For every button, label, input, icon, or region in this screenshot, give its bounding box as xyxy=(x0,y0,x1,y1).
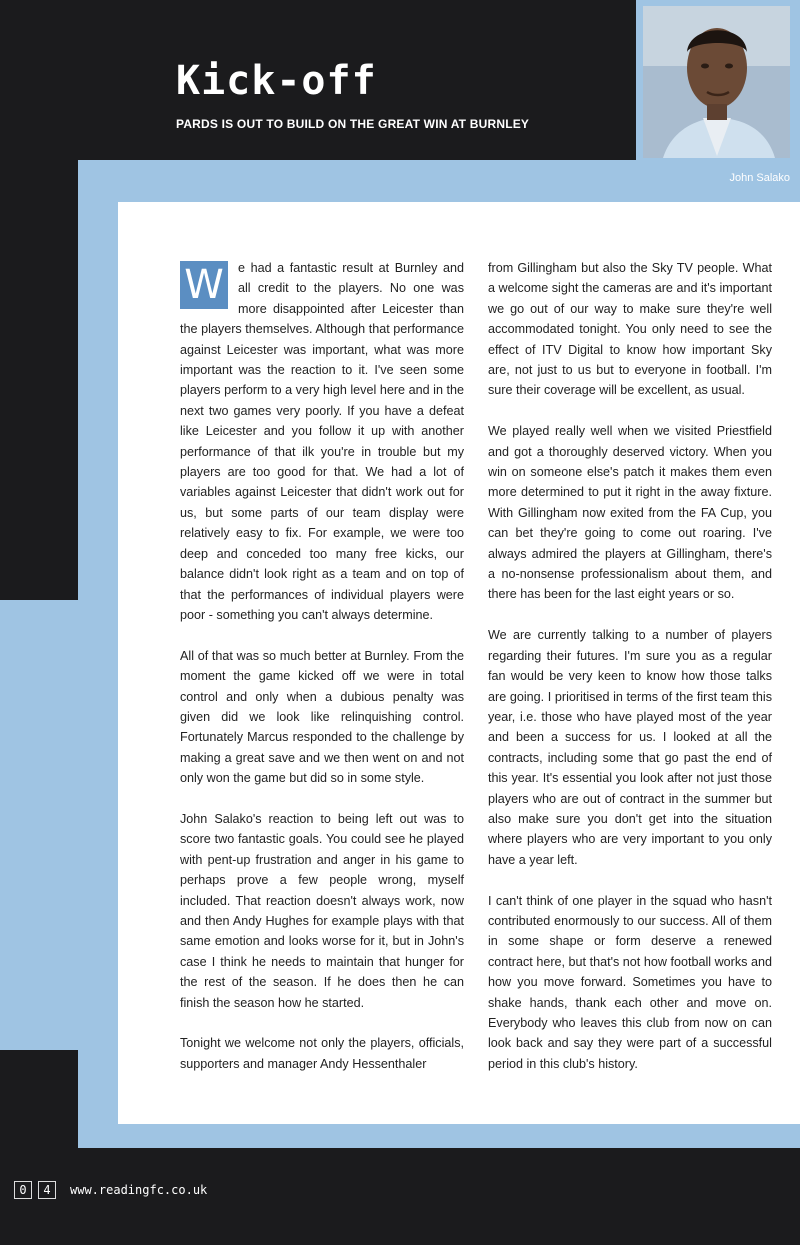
player-photo xyxy=(643,6,790,158)
article-paragraph: We are currently talking to a number of players regarding their futures. I'm sure you as a regular fan would be very keen to know how those talks are going. I prioritised in terms of the first team this year, i.e. those who have played most of the year and been a success for us. I looked at all the contracts, including some that go past the end of this year. It's essential you look after not just those players who are out of contract in the summer but also make sure you don't get into the situation where players who are very important to you only have a year left. xyxy=(488,628,772,867)
article-column-right xyxy=(488,258,772,1095)
page-subtitle: PARDS IS OUT TO BUILD ON THE GREAT WIN AT BURNLEY xyxy=(176,117,530,131)
article-paragraph: We played really well when we visited Priestfield and got a thoroughly deserved victory. When you win on someone else's patch it makes them even more determined to put it right in the away fixture. With Gillingham now exited from the FA Cup, you can bet they're going to come out roaring. I've always admired the players at Gillingham, there's a no-nonsense professionalism about them, and there has been for the last eight years or so. xyxy=(488,424,772,602)
page-number-digit: 4 xyxy=(38,1181,56,1199)
photo-caption: John Salako xyxy=(729,172,790,184)
website-url[interactable]: www.readingfc.co.uk xyxy=(70,1183,208,1197)
article-column-left xyxy=(180,258,464,1095)
player-portrait-image xyxy=(643,6,790,158)
article-paragraph: from Gillingham but also the Sky TV people. What a welcome sight the cameras are and it's important we go out of our way to make sure they're well accommodated tonight. You only need to see the effect of ITV Digital to know how important Sky are, not just to us but to everyone in football. I'm sure their coverage will be excellent, as usual. xyxy=(488,261,772,398)
drop-cap: W xyxy=(180,261,228,309)
page-title: Kick-off xyxy=(176,58,377,104)
paragraph-text: e had a fantastic result at Burnley and all credit to the players. No one was more disappointed after Leicester than the players themselves. Although that performance against Leicester was important, what was more important was the reaction to it. I've seen some players perform to a very high level here and in the next two games very poorly. If you have a defeat like Leicester and you follow it up with another performance of that ilk you're in trouble but my players are too good for that. We had a lot of variables against Leicester that didn't work out for us, but some parts of our team display were relatively easy to fix. For example, we were too deep and conceded too many free kicks, our balance didn't look right as a team and on top of that the performances of individual players were poor - something you can't always determine. xyxy=(180,261,464,622)
page-footer xyxy=(14,1180,207,1200)
article-paragraph xyxy=(180,258,464,625)
article-paragraph: John Salako's reaction to being left out was to score two fantastic goals. You could see he played with pent-up frustration and anger in his game to perhaps prove a few people wrong, myself included. That reaction doesn't always work, now and then Andy Hughes for example plays with that same emotion and looks worse for it, but in John's case I think he needs to maintain that hunger for the rest of the season. If he does then he can finish the season how he started. xyxy=(180,811,464,1010)
blue-backdrop-middle xyxy=(0,600,120,1050)
blue-backdrop-left xyxy=(78,160,120,620)
page-number-digit: 0 xyxy=(14,1181,32,1199)
article-paragraph: Tonight we welcome not only the players, officials, supporters and manager Andy Hessenthaler xyxy=(180,1036,464,1071)
article-paragraph: All of that was so much better at Burnley. From the moment the game kicked off we were in total control and only when a dubious penalty was given did we look like relinquishing control. Fortunately Marcus responded to the challenge by making a great save and we then went on and not only won the game but did so in some style. xyxy=(180,648,464,786)
article-paragraph: I can't think of one player in the squad who hasn't contributed enormously to our success. All of them in some shape or form deserve a renewed contract here, but that's not how football works and how you move forward. Sometimes you have to shake hands, thank each other and move on. Everybody who leaves this club from now on can look back and say they were part of a successful period in this club's history. xyxy=(488,893,772,1071)
